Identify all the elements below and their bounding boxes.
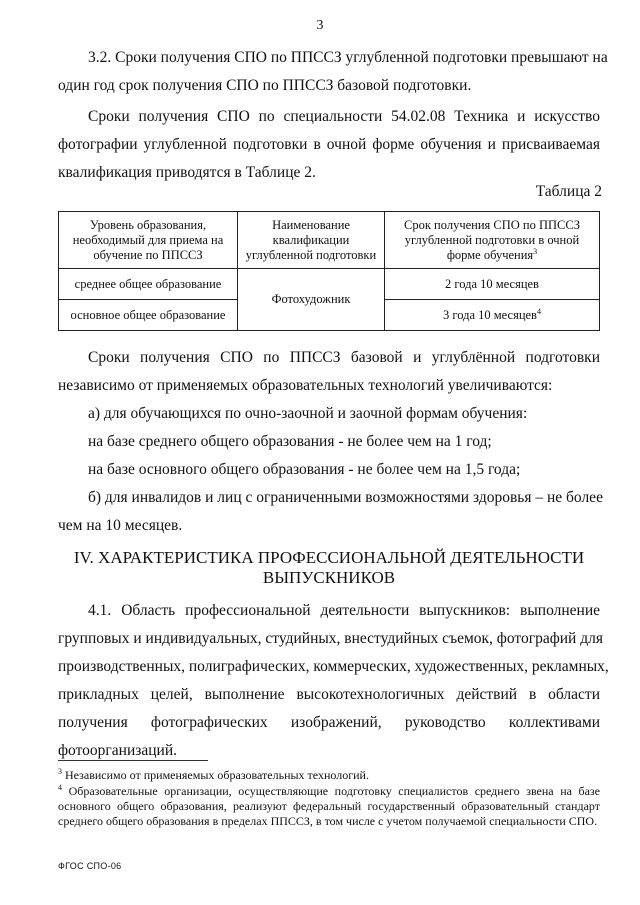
table-row bbox=[59, 269, 600, 300]
cell-level: среднее общее образование bbox=[59, 269, 238, 300]
text-line: 3.2. Сроки получения СПО по ППССЗ углубленной подготовки превышают на bbox=[88, 49, 608, 66]
table-header-row bbox=[59, 212, 600, 269]
list-item: б) для инвалидов и лиц с ограниченными возможностями здоровья – не более bbox=[88, 489, 603, 506]
text-line: прикладных целей, выполнение высокотехнологичных действий в области bbox=[58, 686, 600, 703]
text-line: один год срок получения СПО по ППССЗ базовой подготовки. bbox=[58, 77, 472, 94]
section-heading bbox=[58, 548, 600, 588]
footnote: $^4$ Образовательные организации, осуществляющие подготовку специалистов среднего звена на базе основного общего образования, реализуют федеральный государственный образовательный стандарт среднего общего образования в пределах ППССЗ, в том числе с учетом получаемой специальности СПО. bbox=[58, 783, 600, 828]
text-line: производственных, полиграфических, коммерческих, художественных, рекламных, bbox=[58, 658, 609, 675]
footnote-divider bbox=[58, 760, 208, 761]
paragraph-3-2 bbox=[58, 44, 608, 100]
paragraph-increase bbox=[58, 344, 603, 540]
cell-qualification: Фотохудожник bbox=[238, 269, 385, 331]
footer-code: ФГОС СПО-06 bbox=[58, 861, 122, 871]
text-line: фотографии углубленной подготовки в очной форме обучения и присваиваемая bbox=[58, 136, 600, 153]
header-duration: Срок получения СПО по ППССЗ углубленной подготовки в очной форме обучения$^3$ bbox=[385, 212, 600, 269]
text-line: получения фотографических изображений, руководство коллективами bbox=[58, 714, 600, 731]
heading-line: IV. ХАРАКТЕРИСТИКА ПРОФЕССИОНАЛЬНОЙ ДЕЯТЕЛЬНОСТИ bbox=[73, 548, 585, 567]
page-number: 3 bbox=[316, 18, 324, 33]
cell-duration: 3 года 10 месяцев$^4$ bbox=[385, 300, 600, 331]
table-caption: Таблица 2 bbox=[535, 183, 602, 200]
paragraph-terms bbox=[58, 103, 600, 187]
text-line: фотоорганизаций. bbox=[58, 742, 177, 759]
list-item: на базе основного общего образования - не более чем на 1,5 года; bbox=[88, 461, 521, 478]
footnote-mark: 3 bbox=[533, 246, 538, 256]
header-level: Уровень образования, необходимый для приема на обучение по ППССЗ bbox=[59, 212, 238, 269]
list-item: на базе среднего общего образования - не более чем на 1 год; bbox=[88, 433, 492, 450]
header-qualification: Наименование квалификации углубленной подготовки bbox=[238, 212, 385, 269]
heading-line: ВЫПУСКНИКОВ bbox=[262, 568, 396, 587]
cell-level: основное общее образование bbox=[59, 300, 238, 331]
footnote-mark: 3 bbox=[58, 767, 62, 776]
list-item: а) для обучающихся по очно-заочной и заочной формам обучения: bbox=[88, 405, 528, 422]
footnote-mark: 4 bbox=[58, 783, 62, 792]
text-line: независимо от применяемых образовательных технологий увеличиваются: bbox=[58, 377, 553, 394]
text-line: квалификация приводятся в Таблице 2. bbox=[58, 164, 316, 181]
text-line: чем на 10 месяцев. bbox=[58, 517, 183, 534]
footnotes bbox=[58, 768, 600, 830]
paragraph-4-1 bbox=[58, 597, 609, 765]
footnote: $^3$ Независимо от применяемых образовательных технологий. bbox=[58, 767, 369, 782]
cell-duration: 2 года 10 месяцев bbox=[385, 269, 600, 300]
text-line: 4.1. Область профессиональной деятельности выпускников: выполнение bbox=[88, 602, 600, 619]
duration-table bbox=[58, 211, 600, 331]
text-line: Сроки получения СПО по ППССЗ базовой и углублённой подготовки bbox=[88, 349, 600, 366]
text-line: групповых и индивидуальных, студийных, внестудийных съемок, фотографий для bbox=[58, 630, 603, 647]
text-line: Сроки получения СПО по специальности 54.02.08 Техника и искусство bbox=[88, 108, 600, 125]
footnote-mark: 4 bbox=[536, 306, 541, 316]
